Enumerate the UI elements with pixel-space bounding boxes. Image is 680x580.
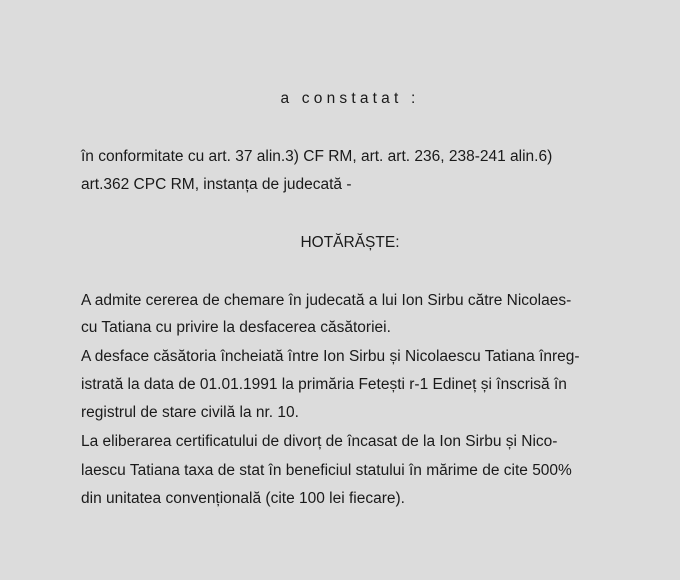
- decision-line: registrul de stare civilă la nr. 10.: [81, 404, 299, 421]
- decision-line: A admite cererea de chemare în judecată a lui Ion Sirbu către Nicolaes-: [81, 292, 572, 309]
- legal-basis-line-2: art.362 CPC RM, instanța de judecată -: [81, 176, 352, 193]
- decision-line: A desface căsătoria încheiată între Ion Sirbu și Nicolaescu Tatiana înreg-: [81, 348, 580, 365]
- decision-line: La eliberarea certificatului de divorț de încasat de la Ion Sirbu și Nico-: [81, 433, 558, 450]
- decision-line: din unitatea convențională (cite 100 lei fiecare).: [81, 490, 405, 507]
- decision-line: laescu Tatiana taxa de stat în beneficiul statului în mărime de cite 500%: [81, 462, 572, 479]
- decision-line: istrată la data de 01.01.1991 la primăria Fetești r-1 Edineț și înscrisă în: [81, 376, 567, 393]
- heading-hotaraste: HOTĂRĂȘTE:: [300, 234, 400, 251]
- heading-constatat: a constatat :: [280, 90, 420, 107]
- decision-line: cu Tatiana cu privire la desfacerea căsătoriei.: [81, 319, 391, 336]
- legal-basis-line-1: în conformitate cu art. 37 alin.3) CF RM, art. art. 236, 238-241 alin.6): [81, 148, 553, 165]
